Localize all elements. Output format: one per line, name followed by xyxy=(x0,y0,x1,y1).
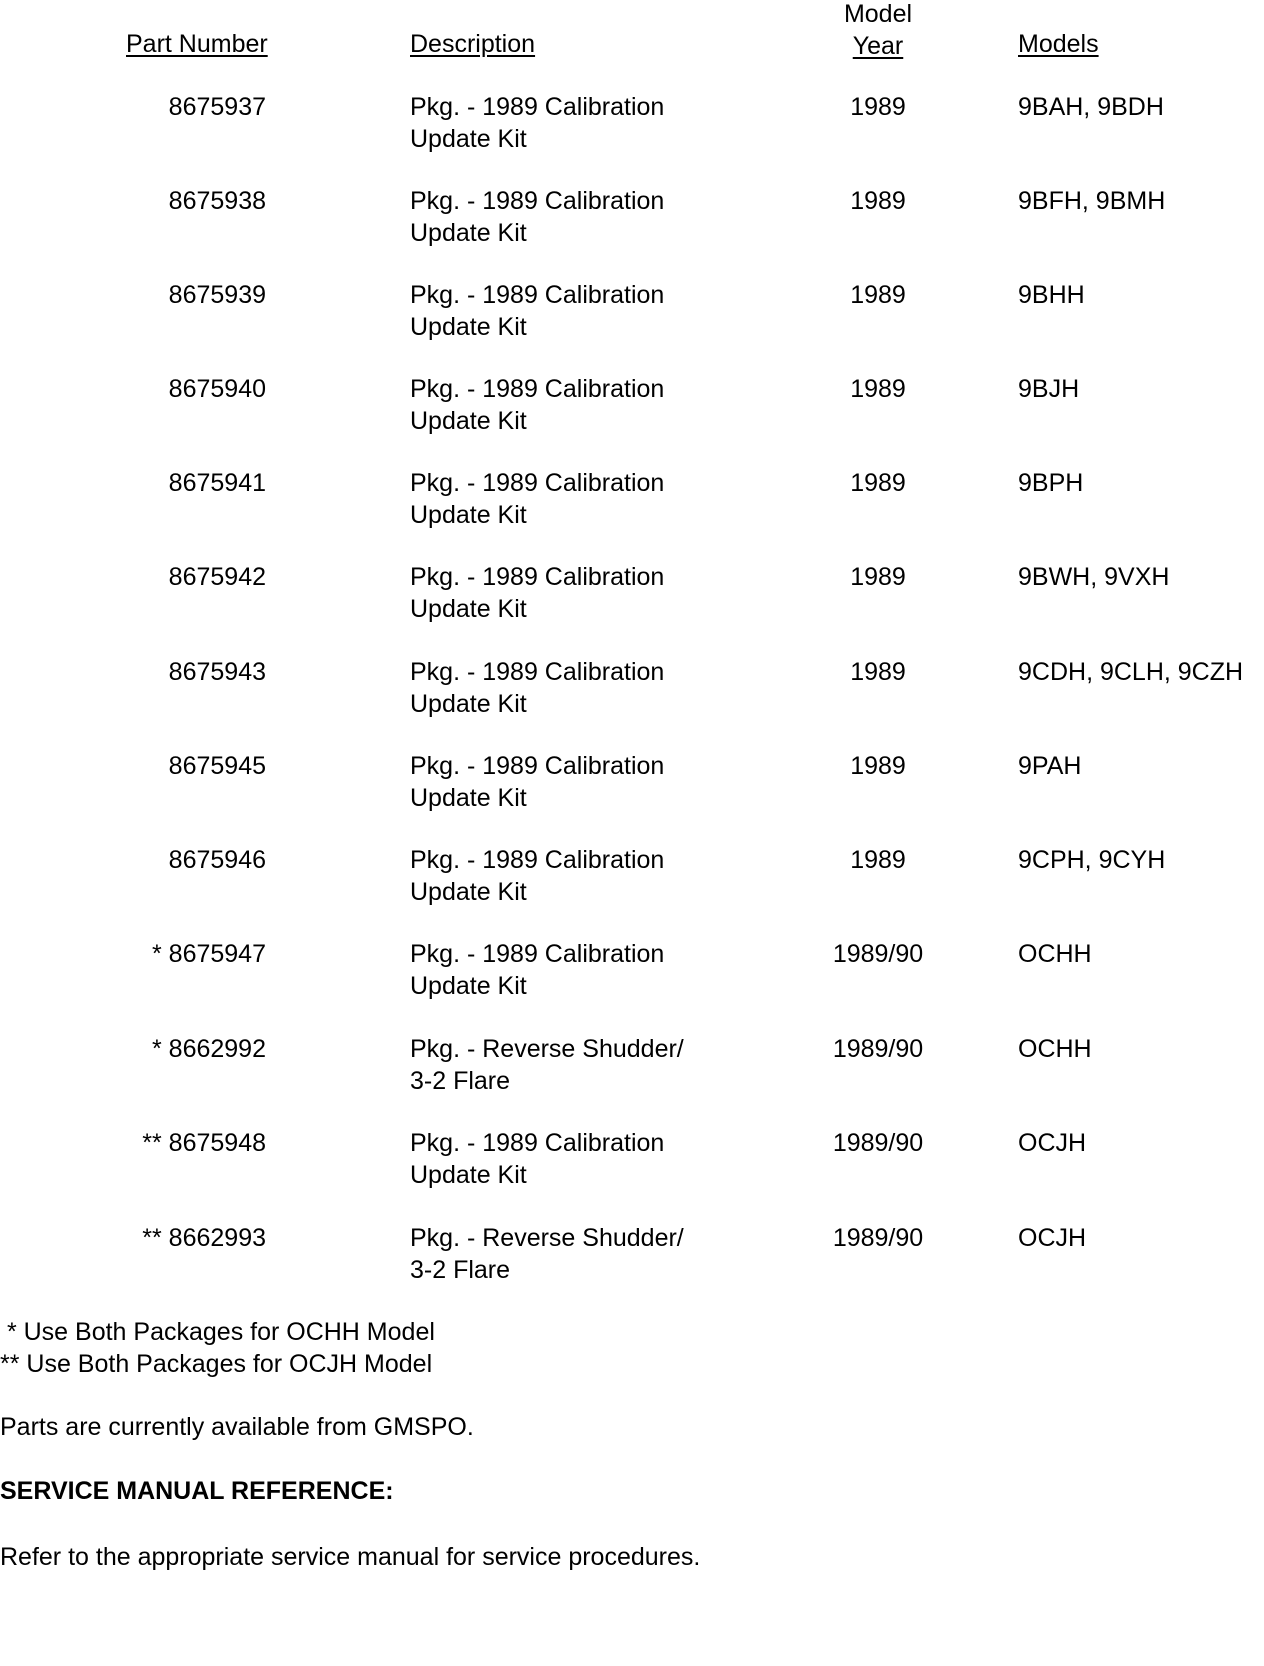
column-header-part-number: Part Number xyxy=(126,30,268,58)
table-row xyxy=(0,1127,1264,1193)
description-line2: 3-2 Flare xyxy=(410,1256,511,1284)
models: 9BJH xyxy=(1018,375,1080,403)
description-line2: Update Kit xyxy=(410,313,527,341)
column-header-model-year-line1: Model xyxy=(843,0,913,28)
part-number: 8675939 xyxy=(168,281,266,309)
column-header-description: Description xyxy=(410,30,536,58)
model-year: 1989 xyxy=(850,469,906,497)
description xyxy=(410,185,770,249)
table-row xyxy=(0,844,1264,910)
description xyxy=(410,1033,770,1097)
model-year: 1989 xyxy=(850,375,906,403)
part-number: 8675938 xyxy=(168,187,266,215)
description-line2: Update Kit xyxy=(410,972,527,1000)
part-number: ** 8662993 xyxy=(142,1224,266,1252)
table-row xyxy=(0,656,1264,722)
description-line1: Pkg. - 1989 Calibration xyxy=(410,563,665,591)
part-number: 8675943 xyxy=(168,658,266,686)
part-number: ** 8675948 xyxy=(142,1129,266,1157)
description-line2: Update Kit xyxy=(410,595,527,623)
table-row xyxy=(0,185,1264,251)
service-manual-text: Refer to the appropriate service manual for service procedures. xyxy=(0,1543,701,1571)
description-line1: Pkg. - 1989 Calibration xyxy=(410,940,665,968)
model-year: 1989/90 xyxy=(832,1224,924,1252)
description-line1: Pkg. - 1989 Calibration xyxy=(410,281,665,309)
description xyxy=(410,467,770,531)
model-year: 1989 xyxy=(850,658,906,686)
part-number: 8675942 xyxy=(168,563,266,591)
models: 9PAH xyxy=(1018,752,1082,780)
footnote-double-star: ** Use Both Packages for OCJH Model xyxy=(0,1350,433,1378)
description-line1: Pkg. - 1989 Calibration xyxy=(410,187,665,215)
model-year: 1989/90 xyxy=(832,1035,924,1063)
part-number: * 8675947 xyxy=(151,940,266,968)
part-number: 8675940 xyxy=(168,375,266,403)
description xyxy=(410,656,770,720)
part-number: 8675937 xyxy=(168,93,266,121)
part-number: 8675945 xyxy=(168,752,266,780)
description-line2: Update Kit xyxy=(410,1161,527,1189)
model-year: 1989/90 xyxy=(832,940,924,968)
description xyxy=(410,1127,770,1191)
part-number: 8675946 xyxy=(168,846,266,874)
description xyxy=(410,844,770,908)
description xyxy=(410,938,770,1002)
models: 9BPH xyxy=(1018,469,1084,497)
models: 9CPH, 9CYH xyxy=(1018,846,1166,874)
models: OCHH xyxy=(1018,940,1092,968)
models: 9BFH, 9BMH xyxy=(1018,187,1166,215)
description xyxy=(410,750,770,814)
table-row xyxy=(0,279,1264,345)
description-line1: Pkg. - 1989 Calibration xyxy=(410,375,665,403)
models: OCHH xyxy=(1018,1035,1092,1063)
models: OCJH xyxy=(1018,1129,1087,1157)
description-line1: Pkg. - Reverse Shudder/ xyxy=(410,1035,684,1063)
model-year: 1989 xyxy=(850,93,906,121)
description-line2: Update Kit xyxy=(410,784,527,812)
description-line2: Update Kit xyxy=(410,690,527,718)
description xyxy=(410,91,770,155)
part-number: * 8662992 xyxy=(151,1035,266,1063)
table-row xyxy=(0,373,1264,439)
model-year: 1989 xyxy=(850,281,906,309)
description-line1: Pkg. - 1989 Calibration xyxy=(410,846,665,874)
description-line1: Pkg. - 1989 Calibration xyxy=(410,752,665,780)
part-number: 8675941 xyxy=(168,469,266,497)
description-line2: Update Kit xyxy=(410,878,527,906)
model-year: 1989 xyxy=(850,846,906,874)
availability-text: Parts are currently available from GMSPO. xyxy=(0,1413,474,1441)
table-row xyxy=(0,561,1264,627)
table-row xyxy=(0,750,1264,816)
description-line1: Pkg. - 1989 Calibration xyxy=(410,469,665,497)
description-line2: Update Kit xyxy=(410,501,527,529)
models: 9BHH xyxy=(1018,281,1085,309)
model-year: 1989/90 xyxy=(832,1129,924,1157)
description xyxy=(410,373,770,437)
model-year: 1989 xyxy=(850,187,906,215)
column-header-model-year xyxy=(820,0,936,62)
description-line2: Update Kit xyxy=(410,125,527,153)
models: 9BAH, 9BDH xyxy=(1018,93,1164,121)
models: 9CDH, 9CLH, 9CZH xyxy=(1018,658,1244,686)
description xyxy=(410,561,770,625)
description-line1: Pkg. - 1989 Calibration xyxy=(410,658,665,686)
model-year: 1989 xyxy=(850,563,906,591)
model-year: 1989 xyxy=(850,752,906,780)
service-manual-heading: SERVICE MANUAL REFERENCE: xyxy=(0,1477,394,1505)
table-row xyxy=(0,467,1264,533)
description xyxy=(410,1222,770,1286)
models: OCJH xyxy=(1018,1224,1087,1252)
table-row xyxy=(0,1222,1264,1288)
table-row xyxy=(0,1033,1264,1099)
column-header-models: Models xyxy=(1018,30,1099,58)
description-line1: Pkg. - 1989 Calibration xyxy=(410,93,665,121)
column-header-model-year-line2: Year xyxy=(852,32,904,60)
description-line2: Update Kit xyxy=(410,219,527,247)
footnote-single-star: * Use Both Packages for OCHH Model xyxy=(0,1318,435,1346)
models: 9BWH, 9VXH xyxy=(1018,563,1170,591)
description-line2: Update Kit xyxy=(410,407,527,435)
description xyxy=(410,279,770,343)
description-line1: Pkg. - 1989 Calibration xyxy=(410,1129,665,1157)
table-row xyxy=(0,91,1264,157)
description-line2: 3-2 Flare xyxy=(410,1067,511,1095)
description-line1: Pkg. - Reverse Shudder/ xyxy=(410,1224,684,1252)
table-row xyxy=(0,938,1264,1004)
